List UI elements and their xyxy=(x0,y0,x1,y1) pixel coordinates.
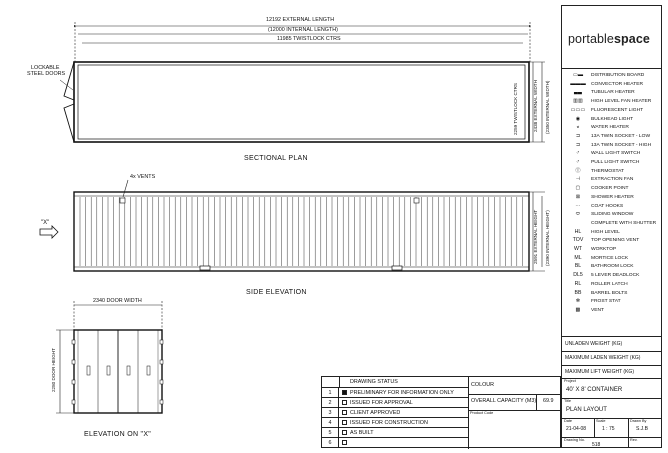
project-value: 40' X 8' CONTAINER xyxy=(566,387,623,393)
status-number: 2 xyxy=(322,398,339,407)
status-row xyxy=(322,398,468,408)
legend-symbol-icon: ⬭ xyxy=(575,211,581,218)
side-corrugation xyxy=(80,197,522,266)
date-label: Date xyxy=(564,419,573,423)
status-number: 5 xyxy=(322,428,339,437)
plan-width-twistlock: 2259 TWISTLOCK CTRS xyxy=(513,83,518,135)
legend-item xyxy=(562,290,662,297)
legend-symbol-icon: BL xyxy=(574,263,582,270)
status-checkbox[interactable] xyxy=(342,440,347,445)
legend-label: SHOWER HEATER xyxy=(591,194,634,200)
legend-symbol-icon: ▭▬ xyxy=(572,72,584,78)
door-width-label: 2340 DOOR WIDTH xyxy=(93,298,142,304)
legend-label: COAT HOOKS xyxy=(591,203,624,209)
legend-item xyxy=(562,98,662,105)
legend-symbol-icon: ML xyxy=(574,254,582,261)
status-checkbox[interactable] xyxy=(342,410,347,415)
legend-label: VENT xyxy=(591,307,605,313)
legend-label: FLUORESCENT LIGHT xyxy=(591,107,644,113)
colour-label: COLOUR xyxy=(471,382,495,388)
legend-item xyxy=(562,133,662,140)
legend-item xyxy=(562,281,662,288)
capacity-label: OVERALL CAPACITY (M3) xyxy=(471,398,537,404)
status-label: ISSUED FOR CONSTRUCTION xyxy=(350,420,428,426)
legend-label: HIGH LEVEL xyxy=(591,229,620,235)
legend-item xyxy=(562,142,662,149)
legend-item xyxy=(562,272,662,279)
legend-symbol-icon: ▬▬▬ xyxy=(570,80,586,87)
plan-ext-width: 2438 EXTERNAL WIDTH xyxy=(533,80,538,132)
drawing-no-value: 518 xyxy=(592,442,601,448)
legend-item xyxy=(562,89,662,96)
status-number: 3 xyxy=(322,408,339,417)
legend-label: WORKTOP xyxy=(591,247,617,252)
lockable-doors-label-2: STEEL DOORS xyxy=(27,71,66,77)
legend-symbol-icon: ◉ xyxy=(575,115,581,122)
max-lift-weight: MAXIMUM LIFT WEIGHT (KG) xyxy=(565,369,634,375)
legend-label: ROLLER LATCH xyxy=(591,281,628,287)
legend-symbol-icon: HL xyxy=(574,228,582,235)
legend-label: WALL LIGHT SWITCH xyxy=(591,151,641,157)
sectional-plan-title: SECTIONAL PLAN xyxy=(244,155,308,162)
legend-label: COOKER POINT xyxy=(591,186,629,192)
legend-item xyxy=(562,185,662,192)
legend-symbol-icon: TOV xyxy=(572,237,584,244)
status-row xyxy=(322,408,468,418)
legend-label: SLIDING WINDOW xyxy=(591,212,634,218)
status-label: AS BUILT xyxy=(350,430,374,436)
legend-item xyxy=(562,307,662,314)
plan-twistlock-ctrs: 11985 TWISTLOCK CTRS xyxy=(277,36,341,42)
legend-symbol-icon: ✻ xyxy=(575,298,581,305)
view-marker: "X" xyxy=(41,220,50,226)
legend-symbol-icon: ▩ xyxy=(575,306,581,313)
legend-symbol-icon: ♂ xyxy=(576,150,580,157)
legend-label: CONVECTOR HEATER xyxy=(591,81,643,87)
status-checkbox[interactable] xyxy=(342,430,347,435)
max-laden-weight: MAXIMUM LADEN WEIGHT (KG) xyxy=(565,355,641,361)
plan-int-length: (12000 INTERNAL LENGTH) xyxy=(268,27,338,33)
drawn-value: S.J.B xyxy=(636,426,648,432)
legend-label: BARREL BOLTS xyxy=(591,290,628,296)
title-block xyxy=(561,5,662,448)
status-checkbox[interactable] xyxy=(342,400,347,405)
status-number: 4 xyxy=(322,418,339,427)
legend-label: DISTRIBUTION BOARD xyxy=(591,73,645,78)
side-vents xyxy=(120,198,419,203)
legend-item xyxy=(562,255,662,262)
project-label: Project xyxy=(564,379,576,383)
title-value: PLAN LAYOUT xyxy=(566,407,607,413)
side-ext-height: 2591 EXTERNAL HEIGHT xyxy=(533,209,538,264)
legend-label: TOP OPENING VENT xyxy=(591,238,640,244)
legend-item xyxy=(562,211,662,218)
status-row xyxy=(322,388,468,398)
legend-label: EXTRACTION FAN xyxy=(591,177,634,183)
legend-symbol-icon: ▥▥ xyxy=(573,98,583,105)
legend-label: 13A TWIN SOCKET - HIGH xyxy=(591,142,652,148)
status-checkbox[interactable] xyxy=(342,390,347,395)
legend-label: BATHROOM LOCK xyxy=(591,264,634,270)
plan-int-width: (2350 INTERNAL WIDTH) xyxy=(545,80,550,134)
legend-symbol-icon: RL xyxy=(574,280,582,287)
legend-label: WATER HEATER xyxy=(591,125,629,131)
legend-symbol-icon: ⋯ xyxy=(575,202,581,209)
legend-symbol-icon: ◒ xyxy=(576,124,580,131)
status-label: PRELIMINARY FOR INFORMATION ONLY xyxy=(350,390,454,396)
legend-symbol-icon: ▃▃ xyxy=(574,89,582,96)
product-code-label: Product Code xyxy=(470,411,494,415)
legend-item xyxy=(562,81,662,88)
status-checkbox[interactable] xyxy=(342,420,347,425)
side-int-height: (2390 INTERNAL HEIGHT) xyxy=(545,210,550,266)
date-value: 21-04-08 xyxy=(566,426,587,432)
legend-label: 5 LEVER DEADLOCK xyxy=(591,273,640,279)
status-label: CLIENT APPROVED xyxy=(350,410,401,416)
legend-label: HIGH LEVEL FAN HEATER xyxy=(591,99,652,105)
lockable-doors-label-1: LOCKABLE xyxy=(31,65,60,71)
legend-item xyxy=(562,159,662,166)
legend-item xyxy=(562,298,662,305)
legend-item xyxy=(562,176,662,183)
brand-logo: portablespace xyxy=(568,32,650,46)
legend-label: COMPLETE WITH SHUTTER xyxy=(591,220,657,226)
view-arrow xyxy=(40,226,58,238)
door-hinges xyxy=(72,340,163,404)
legend-symbol-icon: DL5 xyxy=(573,272,583,279)
legend-label: MORTICE LOCK xyxy=(591,255,629,261)
plan-ext-length: 12192 EXTERNAL LENGTH xyxy=(266,17,335,23)
side-forklift-pockets xyxy=(200,266,402,270)
legend-label: TUBULAR HEATER xyxy=(591,90,635,96)
end-elevation-title: ELEVATION ON "X" xyxy=(84,431,152,438)
legend-item xyxy=(562,246,662,253)
drawing-status-table xyxy=(321,376,561,448)
legend-label: THERMOSTAT xyxy=(591,168,624,174)
rev-label: Rev. xyxy=(630,438,638,442)
legend-symbol-icon: ⊠ xyxy=(575,193,581,200)
legend-symbol-icon: ⊐ xyxy=(575,141,581,148)
legend-label: 13A TWIN SOCKET - LOW xyxy=(591,133,651,139)
legend-item xyxy=(562,229,662,236)
drawing-no-label: Drawing No. xyxy=(564,438,585,442)
status-label: ISSUED FOR APPROVAL xyxy=(350,400,413,406)
capacity-value: 69.9 xyxy=(543,398,554,404)
legend-symbol-icon: ▭▭▭ xyxy=(570,106,586,113)
legend-item xyxy=(562,237,662,244)
side-elevation-title: SIDE ELEVATION xyxy=(246,289,307,296)
legend-symbol-icon: ⊐ xyxy=(575,132,581,139)
legend-symbol-icon: ▢ xyxy=(575,185,581,192)
legend-symbol-icon: ♂ xyxy=(576,159,580,165)
scale-label: Scale xyxy=(596,419,606,423)
legend-symbol-icon: BB xyxy=(574,289,582,296)
legend-item xyxy=(562,124,662,131)
legend-symbol-icon: ⊣ xyxy=(575,176,581,183)
status-row xyxy=(322,438,468,448)
legend-item xyxy=(562,194,662,201)
drawn-label: Drawn By xyxy=(630,419,647,423)
legend-item xyxy=(562,168,662,175)
legend-item xyxy=(562,72,662,79)
legend-symbol-icon: Ⓣ xyxy=(575,167,581,174)
legend-item xyxy=(562,220,662,227)
legend-item xyxy=(562,150,662,157)
door-height-label: 2280 DOOR HEIGHT xyxy=(51,348,56,392)
legend-item xyxy=(562,263,662,270)
legend-item xyxy=(562,203,662,210)
title-label: Title xyxy=(564,399,572,403)
legend-label: BULKHEAD LIGHT xyxy=(591,116,634,122)
status-number: 1 xyxy=(322,388,339,397)
legend-label: PULL LIGHT SWITCH xyxy=(591,160,640,165)
status-row xyxy=(322,418,468,428)
legend-label: FROST STAT xyxy=(591,299,621,305)
legend-item xyxy=(562,116,662,123)
legend-symbol-icon: WT xyxy=(573,246,583,252)
status-number: 6 xyxy=(322,438,339,447)
status-header: DRAWING STATUS xyxy=(350,379,398,385)
status-row xyxy=(322,428,468,438)
legend-item xyxy=(562,107,662,114)
sectional-plan-outline xyxy=(60,62,529,142)
vents-label: 4x VENTS xyxy=(130,174,156,180)
end-dimensions xyxy=(56,298,162,413)
scale-value: 1 : 75 xyxy=(602,426,615,432)
unladen-weight: UNLADEN WEIGHT (KG) xyxy=(565,341,623,347)
